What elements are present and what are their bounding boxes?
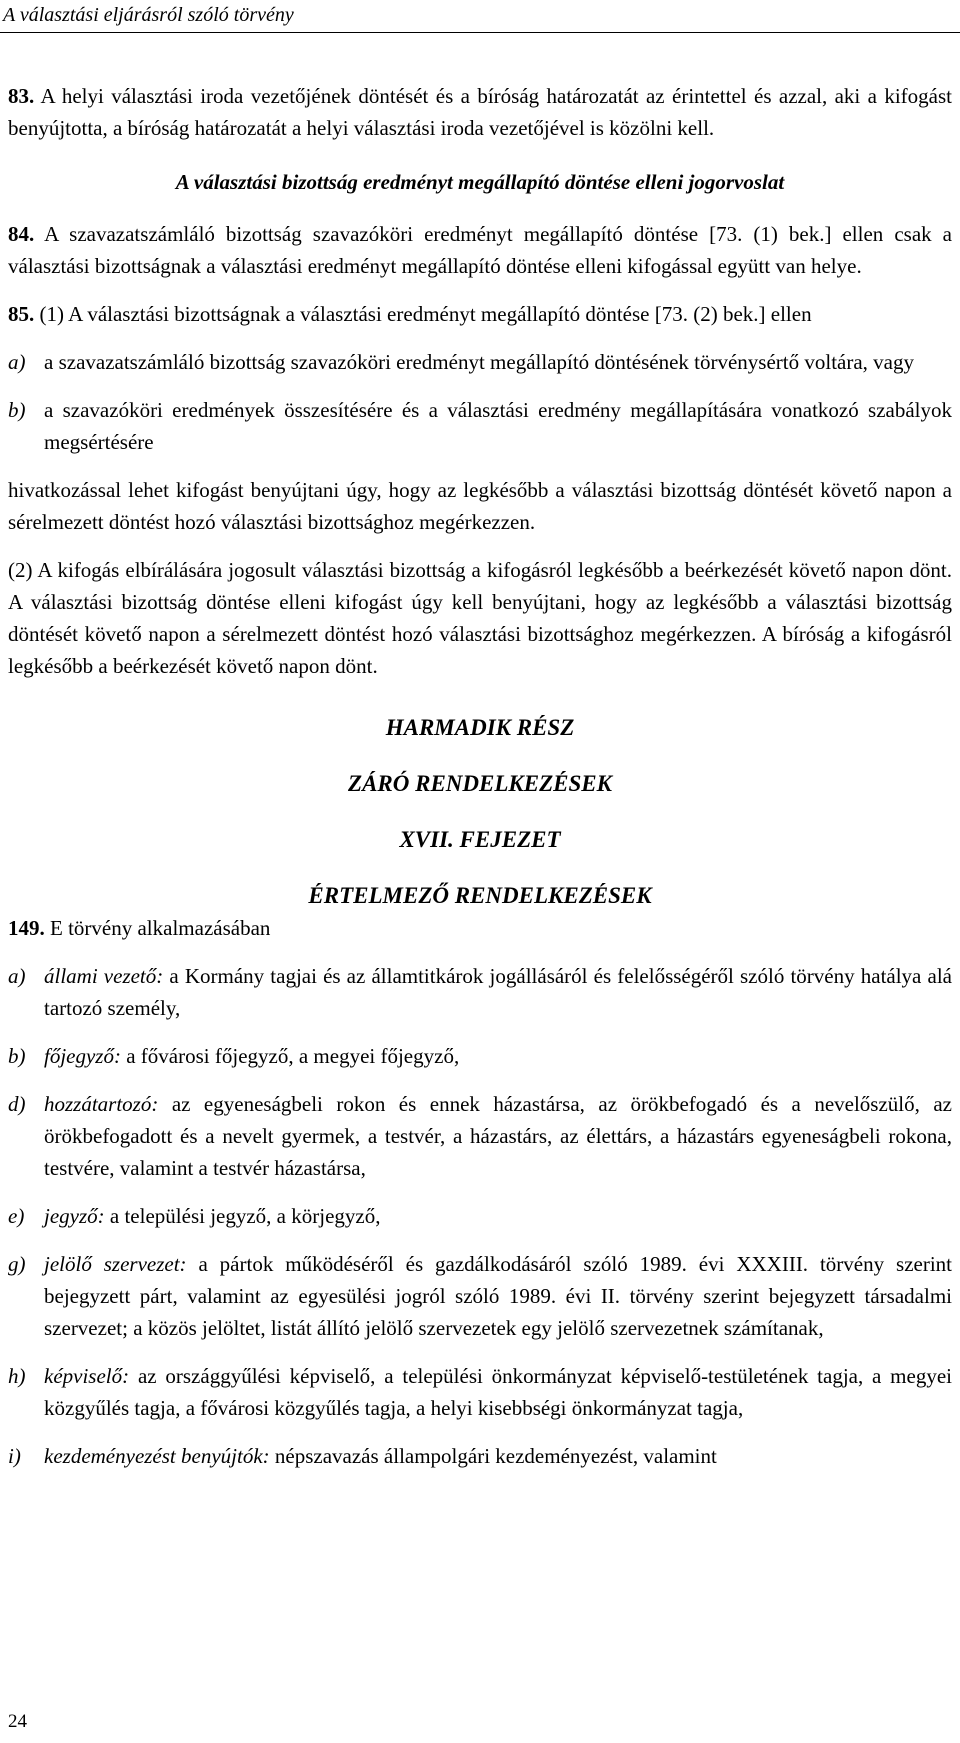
section-149 (8, 912, 952, 944)
definition-term: jegyző: (44, 1204, 105, 1228)
section-85-item-b (8, 394, 952, 458)
definition-text: népszavazás állampolgári kezdeményezést, valamint (269, 1444, 717, 1468)
chapter-number: XVII. FEJEZET (399, 827, 561, 852)
definition-item (8, 1088, 952, 1184)
section-84 (8, 218, 952, 282)
section-85-number: 85. (8, 302, 35, 326)
section-84-number: 84. (8, 222, 35, 246)
section-83-text: A helyi választási iroda vezetőjének döntését és a bíróság határozatát az érintettel és azzal, aki a kifogást benyújtotta, a bíróság határozatát a helyi választási iroda vezetőjével is közölni kell. (8, 84, 952, 140)
definition-term: főjegyző: (44, 1044, 121, 1068)
item-label: i) (8, 1444, 21, 1468)
item-text: a szavazóköri eredmények összesítésére és a választási eredmény megállapítására vonatkozó szabályok megsértésére (44, 398, 952, 454)
definition-item (8, 1040, 952, 1072)
section-84-text: A szavazatszámláló bizottság szavazóköri eredményt megállapító döntése [73. (1) bek.] ellen csak a választási bizottságnak a választási eredményt megállapító döntése elleni kifogással együtt van helye. (8, 222, 952, 278)
part-subtitle: ZÁRÓ RENDELKEZÉSEK (348, 771, 612, 796)
section-83 (8, 80, 952, 144)
header-title: A választási eljárásról szóló törvény (3, 4, 294, 26)
definition-text: a fővárosi főjegyző, a megyei főjegyző, (120, 1044, 460, 1068)
definition-text: az egyeneságbeli rokon és ennek házastársa, az örökbefogadó és a nevelőszülő, az örökbefogadott és a nevelt gyermek, a testvér, a házastárs, az élettárs, a házastárs egyeneságbeli rokona, testvére, valamint a testvér házastársa, (44, 1092, 952, 1180)
chapter-title: ÉRTELMEZŐ RENDELKEZÉSEK (308, 883, 652, 908)
subheading-jogorvoslat: A választási bizottság eredményt megállapító döntése elleni jogorvoslat (175, 170, 785, 194)
section-149-number: 149. (8, 916, 45, 940)
running-header (0, 0, 960, 33)
section-85-intro: (1) A választási bizottságnak a választási eredményt megállapító döntése [73. (2) bek.] ellen (34, 302, 812, 326)
document-body (8, 80, 952, 1472)
definition-text: a pártok működéséről és gazdálkodásáról szóló 1989. évi XXXIII. törvény szerint bejegyzett párt, valamint az egyesülési jogról szóló 1989. évi II. törvény szerint bejegyzett társadalmi szervezet; a közös jelöltet, listát állító jelölő szervezetek egy jelölő szervezetnek számítanak, (44, 1252, 953, 1340)
item-label: h) (8, 1364, 26, 1388)
definition-text: a települési jegyző, a körjegyző, (104, 1204, 381, 1228)
section-85-closing: hivatkozással lehet kifogást benyújtani úgy, hogy az legkésőbb a választási bizottság döntését követő napon a sérelmezett döntést hozó választási bizottsághoz megérkezzen. (8, 478, 952, 534)
definition-item (8, 960, 952, 1024)
section-85 (8, 298, 952, 330)
definition-item (8, 1248, 952, 1344)
item-label: a) (8, 350, 26, 374)
definition-item (8, 1360, 952, 1424)
item-text: a szavazatszámláló bizottság szavazóköri eredményt megállapító döntésének törvénysértő voltára, vagy (44, 350, 914, 374)
definition-term: kezdeményezést benyújtók: (44, 1444, 270, 1468)
section-83-number: 83. (8, 84, 35, 108)
definition-text: az országgyűlési képviselő, a települési önkormányzat képviselő-testületének tagja, a megyei közgyűlés tagja, a fővárosi közgyűlés tagja, a helyi kisebbségi önkormányzat tagja, (44, 1364, 952, 1420)
definition-term: jelölő szervezet: (44, 1252, 187, 1276)
item-label: g) (8, 1252, 26, 1276)
section-85-item-a (8, 346, 952, 378)
definition-item (8, 1200, 952, 1232)
part-title: HARMADIK RÉSZ (385, 715, 575, 740)
item-label: b) (8, 398, 26, 422)
definition-item (8, 1440, 952, 1472)
item-label: a) (8, 964, 26, 988)
definition-term: képviselő: (44, 1364, 130, 1388)
item-label: d) (8, 1092, 26, 1116)
definition-term: hozzátartozó: (44, 1092, 159, 1116)
page-number: 24 (8, 1711, 27, 1732)
item-label: e) (8, 1204, 25, 1228)
section-149-intro: E törvény alkalmazásában (44, 916, 271, 940)
section-85-paragraph-2: (2) A kifogás elbírálására jogosult választási bizottság a kifogásról legkésőbb a beérkezését követő napon dönt. A választási bizottság döntése elleni kifogást úgy kell benyújtani, hogy az legkésőbb a választási bizottság döntését követő napon a sérelmezett döntést hozó választási bizottsághoz megérkezzen. A bíróság a kifogásról legkésőbb a beérkezését követő napon dönt. (8, 558, 952, 678)
definition-text: a Kormány tagjai és az államtitkárok jogállásáról és felelősségéről szóló törvény hatálya alá tartozó személy, (44, 964, 952, 1020)
item-label: b) (8, 1044, 26, 1068)
definition-term: állami vezető: (44, 964, 164, 988)
